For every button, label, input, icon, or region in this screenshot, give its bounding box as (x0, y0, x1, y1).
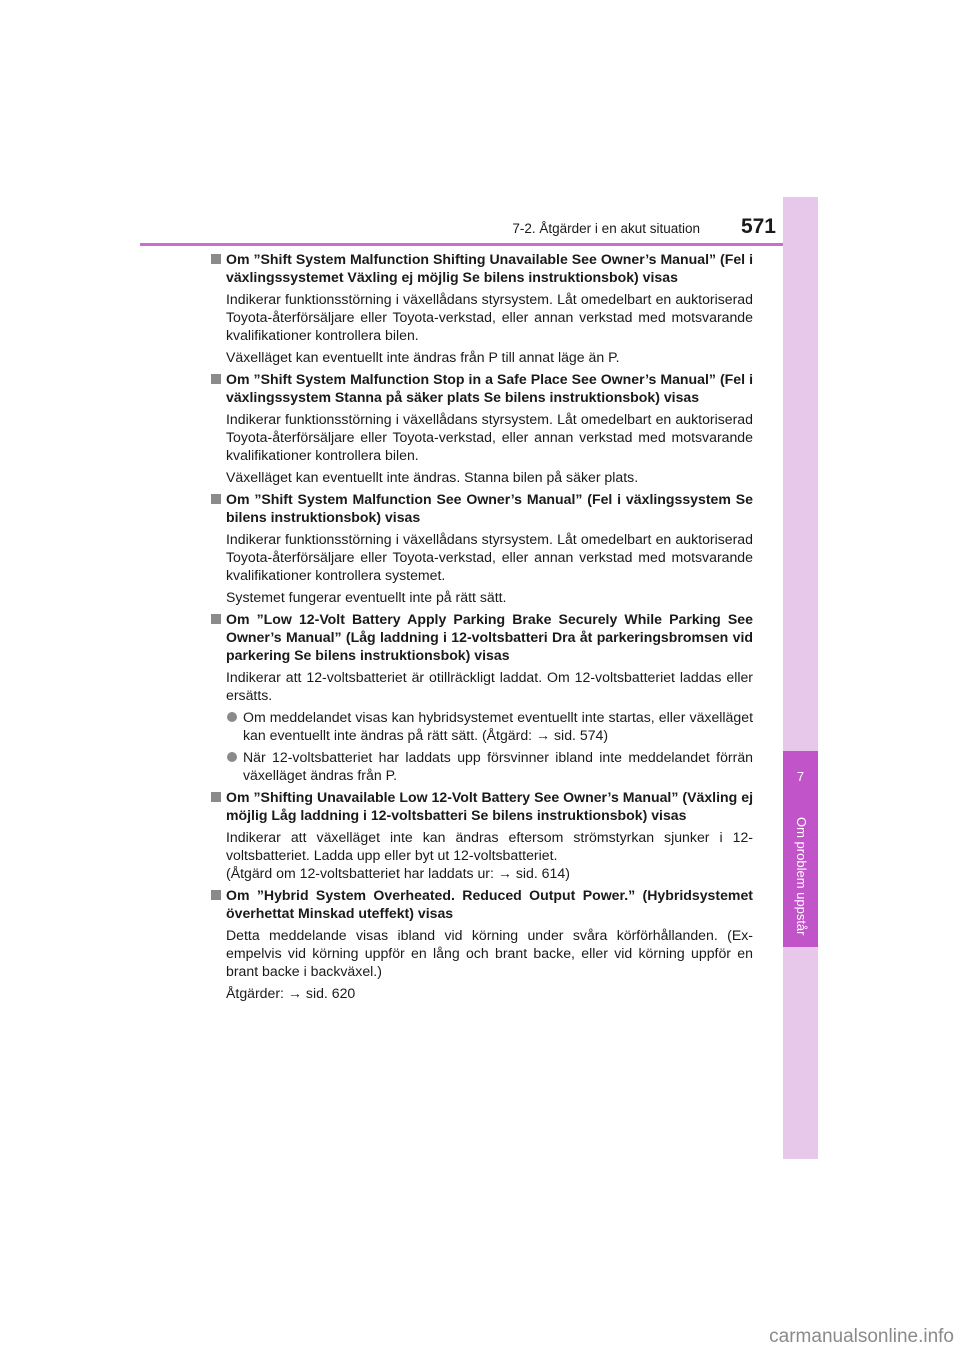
paragraph: Indikerar att växelläget inte kan ändras eftersom strömstyrkan sjunker i 12-voltsbatteriet. Ladda upp eller byt ut 12-voltsbatteriet. (Åtgärd om 12-voltsbatteriet har laddats ur: → sid. 614) (226, 829, 753, 881)
section-title: Om ”Hybrid System Overheated. Reduced Output Power.” (Hybridsystemet överhettat Minskad uteffekt) visas (226, 887, 753, 921)
section-title: Om ”Shifting Unavailable Low 12-Volt Battery See Owner’s Manual” (Växling ej möjlig Låg laddning i 12-voltsbatteri Se bilens instruktionsbok) visas (226, 789, 753, 823)
square-bullet-icon (211, 614, 221, 624)
round-bullet-icon (227, 712, 237, 722)
paragraph: Indikerar funktionsstörning i växellådans styrsystem. Låt omedelbart en auktoriserad Toyota-återförsäljare eller Toyota-verkstad, eller annan verkstad med motsvarande kvalifikationer kontrollera bilen. (226, 411, 753, 463)
watermark: carmanualsonline.info (769, 1326, 954, 1347)
page-reference: Åtgärder: → sid. 620 (226, 985, 356, 1001)
section-title: Om ”Shift System Malfunction Shifting Unavailable See Owner’s Manual” (Fel i växlingssystemet Växling ej möjlig Se bilens instruktionsbok) visas (226, 251, 753, 285)
list-item (226, 748, 753, 784)
section (210, 490, 753, 606)
section (210, 788, 753, 882)
section (210, 886, 753, 1002)
list-item-text: När 12-voltsbatteriet har laddats upp försvinner ibland inte meddelandet förrän växelläget ändras från P. (243, 749, 753, 783)
paragraph: Växelläget kan eventuellt inte ändras från P till annat läge än P. (226, 349, 620, 365)
paragraph: Indikerar funktionsstörning i växellådans styrsystem. Låt omedelbart en auktoriserad Toyota-återförsäljare eller Toyota-verkstad, eller annan verkstad med motsvarande kvalifikationer kontrollera systemet. (226, 531, 753, 583)
section (210, 370, 753, 486)
section (210, 610, 753, 784)
section-title: Om ”Shift System Malfunction Stop in a Safe Place See Owner’s Manual” (Fel i växlingssystem Stanna på säker plats Se bilens instruktionsbok) visas (226, 371, 753, 405)
chapter-label: Om problem uppstår (794, 817, 809, 936)
paragraph: Systemet fungerar eventuellt inte på rätt sätt. (226, 589, 507, 605)
square-bullet-icon (211, 792, 221, 802)
header-rule (140, 243, 818, 246)
list-item (226, 708, 753, 744)
page-number: 571 (740, 215, 776, 238)
chapter-number: 7 (796, 769, 805, 784)
paragraph: Växelläget kan eventuellt inte ändras. Stanna bilen på säker plats. (226, 469, 639, 485)
section-title: Om ”Shift System Malfunction See Owner’s Manual” (Fel i växlingssystem Se bilens instruktionsbok) visas (226, 491, 753, 525)
header-section-title: 7-2. Åtgärder i en akut situation (512, 221, 700, 236)
section (210, 250, 753, 366)
chapter-side-tab (783, 197, 818, 1159)
paragraph: Indikerar funktionsstörning i växellådans styrsystem. Låt omedelbart en auktoriserad Toyota-återförsäljare eller Toyota-verkstad, eller annan verkstad med motsvarande kvalifikationer kontrollera bilen. (226, 291, 753, 343)
paragraph: Indikerar att 12-voltsbatteriet är otillräckligt laddat. Om 12-voltsbatteriet laddas eller ersätts. (226, 669, 753, 703)
paragraph: Detta meddelande visas ibland vid körning under svåra körförhållanden. (Exempelvis vid körning uppför en lång och brant backe, eller vid körning uppför en brant backe i backväxel.) (226, 927, 753, 979)
square-bullet-icon (211, 494, 221, 504)
square-bullet-icon (211, 374, 221, 384)
square-bullet-icon (211, 254, 221, 264)
section-title: Om ”Low 12-Volt Battery Apply Parking Brake Securely While Parking See Owner’s Manual” (Låg laddning i 12-voltsbatteri Dra åt parkeringsbromsen vid parkering Se bilens instruktionsbok) visas (226, 611, 753, 663)
list-item-text: Om meddelandet visas kan hybridsystemet eventuellt inte startas, eller växelläget kan eventuellt inte ändras på rätt sätt. (Åtgärd: → sid. 574) (243, 709, 753, 743)
round-bullet-icon (227, 752, 237, 762)
main-content (210, 248, 753, 1002)
square-bullet-icon (211, 890, 221, 900)
